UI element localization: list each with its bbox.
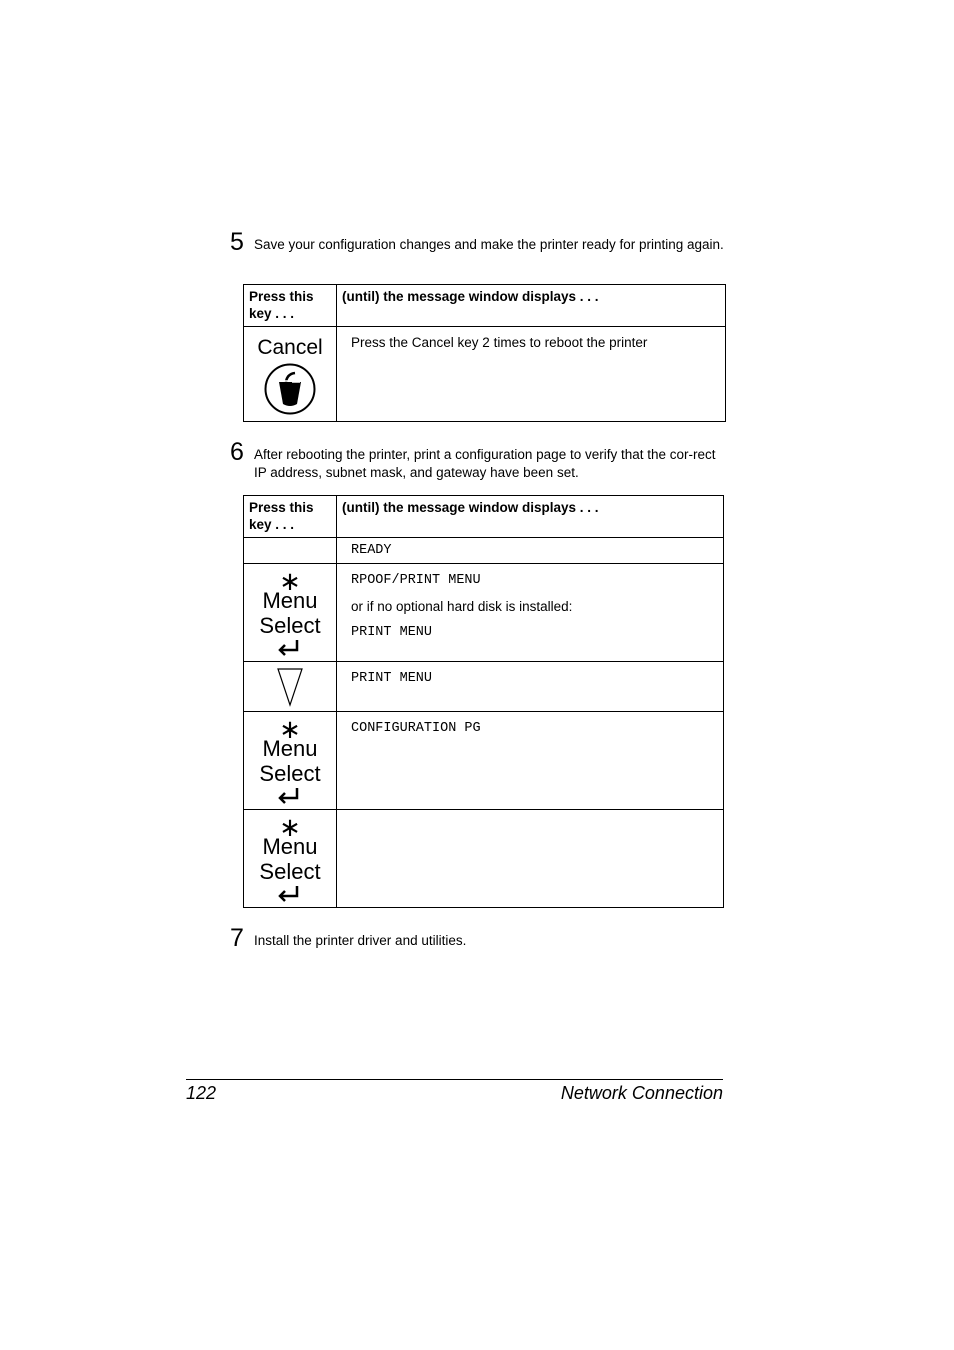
menu-select-key-icon (244, 810, 336, 906)
footer-rule (186, 1079, 723, 1080)
message-text: Press the Cancel key 2 times to reboot the printer (351, 335, 648, 350)
asterisk-icon: ∗ (279, 812, 301, 842)
menu-select-key[interactable] (244, 712, 337, 810)
enter-arrow-icon (280, 788, 297, 803)
down-arrow-key[interactable] (244, 662, 337, 712)
select-key-label: Select (259, 761, 321, 786)
step-number: 6 (230, 438, 244, 466)
message-cell (337, 662, 724, 712)
message-cell (337, 564, 724, 662)
menu-select-key[interactable] (244, 810, 337, 908)
cancel-key-label: Cancel (257, 336, 323, 359)
section-title: Network Connection (560, 1083, 723, 1103)
select-key-label: Select (259, 613, 321, 638)
menu-key-label: Menu (262, 588, 318, 613)
menu-select-key[interactable] (244, 564, 337, 662)
message-cell (337, 712, 724, 810)
page-number: 122 (186, 1083, 217, 1103)
enter-arrow-icon (280, 886, 297, 901)
header-message: (until) the message window displays . . . (337, 496, 724, 538)
select-key-label: Select (259, 859, 321, 884)
display-message: PRINT MENU (351, 671, 433, 686)
menu-key-label: Menu (262, 834, 318, 859)
display-message: READY (351, 543, 392, 558)
enter-arrow-icon (280, 640, 297, 655)
message-cell (337, 538, 724, 564)
step-text: After rebooting the printer, print a configuration page to verify that the cor-rect IP address, subnet mask, and gateway have been set. (254, 447, 716, 480)
display-message-alt: PRINT MENU (351, 625, 433, 640)
asterisk-icon: ∗ (279, 566, 301, 596)
down-arrow-key-icon (244, 662, 336, 710)
cancel-key-icon (244, 327, 336, 419)
header-key: Press this key . . . (244, 285, 337, 327)
header-key: Press this key . . . (244, 496, 337, 538)
display-message: RPOOF/PRINT MENU (351, 573, 481, 588)
display-message: CONFIGURATION PG (351, 721, 481, 736)
note-text: or if no optional hard disk is installed: (351, 599, 573, 614)
step-number: 5 (230, 228, 244, 256)
menu-select-key-icon (244, 712, 336, 808)
message-cell (337, 810, 724, 908)
step-text: Install the printer driver and utilities. (254, 933, 467, 948)
menu-select-key-icon (244, 564, 336, 660)
menu-key-label: Menu (262, 736, 318, 761)
step-text: Save your configuration changes and make the printer ready for printing again. (254, 237, 724, 252)
key-table-config-page (243, 495, 724, 908)
cancel-key[interactable] (244, 327, 337, 422)
message-cell (337, 327, 726, 422)
key-table-reboot (243, 284, 726, 422)
step-number: 7 (230, 924, 244, 952)
empty-key-cell (244, 538, 337, 564)
asterisk-icon: ∗ (279, 714, 301, 744)
header-message: (until) the message window displays . . . (337, 285, 726, 327)
